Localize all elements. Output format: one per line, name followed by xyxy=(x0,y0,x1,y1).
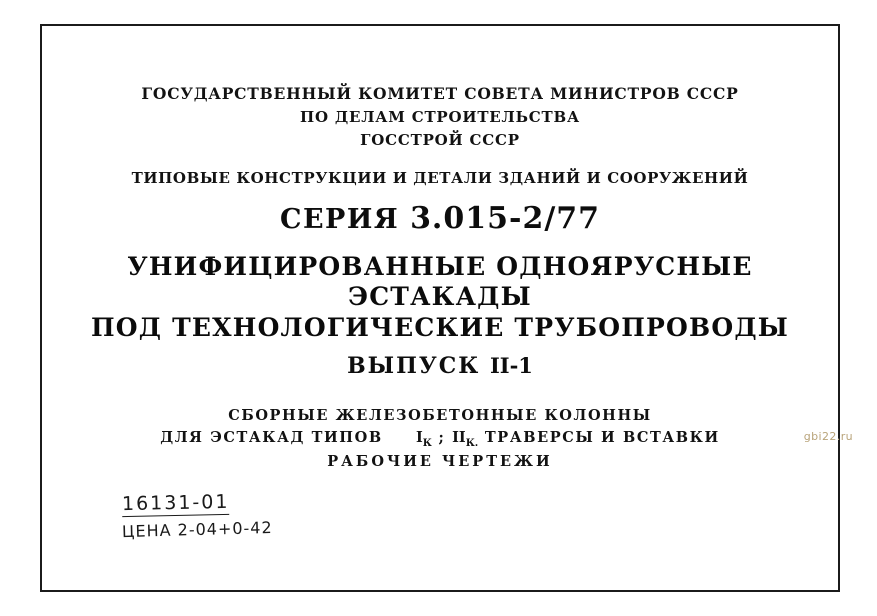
issue-line xyxy=(60,353,820,379)
organization-line-2: ПО ДЕЛАМ СТРОИТЕЛЬСТВА xyxy=(300,108,580,127)
subtitle-type-2: II xyxy=(452,428,466,446)
stamp-block xyxy=(121,490,273,542)
subtitle-type-2-subscript: К. xyxy=(465,437,479,449)
document-title-line-2: ПОД ТЕХНОЛОГИЧЕСКИЕ ТРУБОПРОВОДЫ xyxy=(90,312,790,342)
organization-line-3: ГОССТРОЙ СССР xyxy=(360,131,520,150)
subtitle-type-1: I xyxy=(415,428,423,446)
issue-number: II-1 xyxy=(489,353,533,379)
stamp-number: 16131-01 xyxy=(121,490,230,516)
subtitle-line-2-suffix: ТРАВЕРСЫ И ВСТАВКИ xyxy=(484,428,720,446)
stamp-price xyxy=(122,518,273,541)
title-page-content xyxy=(60,40,820,576)
document-title xyxy=(60,252,820,344)
subtitle-line-1: СБОРНЫЕ ЖЕЛЕЗОБЕТОННЫЕ КОЛОННЫ xyxy=(228,407,652,425)
series-code: 3.015-2/77 xyxy=(410,200,601,236)
organization-line-1: ГОСУДАРСТВЕННЫЙ КОМИТЕТ СОВЕТА МИНИСТРОВ СССР xyxy=(141,84,739,103)
document-title-line-1: УНИФИЦИРОВАННЫЕ ОДНОЯРУСНЫЕ ЭСТАКАДЫ xyxy=(127,251,753,312)
subtitle-line-3: РАБОЧИЕ ЧЕРТЕЖИ xyxy=(327,452,553,470)
subtitle-line-2 xyxy=(60,427,820,451)
stamp-price-value: 2-04+0-42 xyxy=(177,517,273,540)
subtitle-line-2-prefix: ДЛЯ ЭСТАКАД ТИПОВ xyxy=(160,428,383,446)
subtitle-block xyxy=(60,405,820,472)
watermark: gbi22.ru xyxy=(803,430,853,443)
category-line: ТИПОВЫЕ КОНСТРУКЦИИ И ДЕТАЛИ ЗДАНИЙ И СООРУЖЕНИЙ xyxy=(131,168,749,187)
series-line xyxy=(60,201,820,236)
organization-block xyxy=(60,82,820,153)
subtitle-separator: ; xyxy=(438,428,446,446)
issue-label: ВЫПУСК xyxy=(347,353,481,380)
series-label: СЕРИЯ xyxy=(279,203,400,235)
stamp-price-label: ЦЕНА xyxy=(121,520,172,542)
subtitle-type-1-subscript: К xyxy=(422,437,432,449)
